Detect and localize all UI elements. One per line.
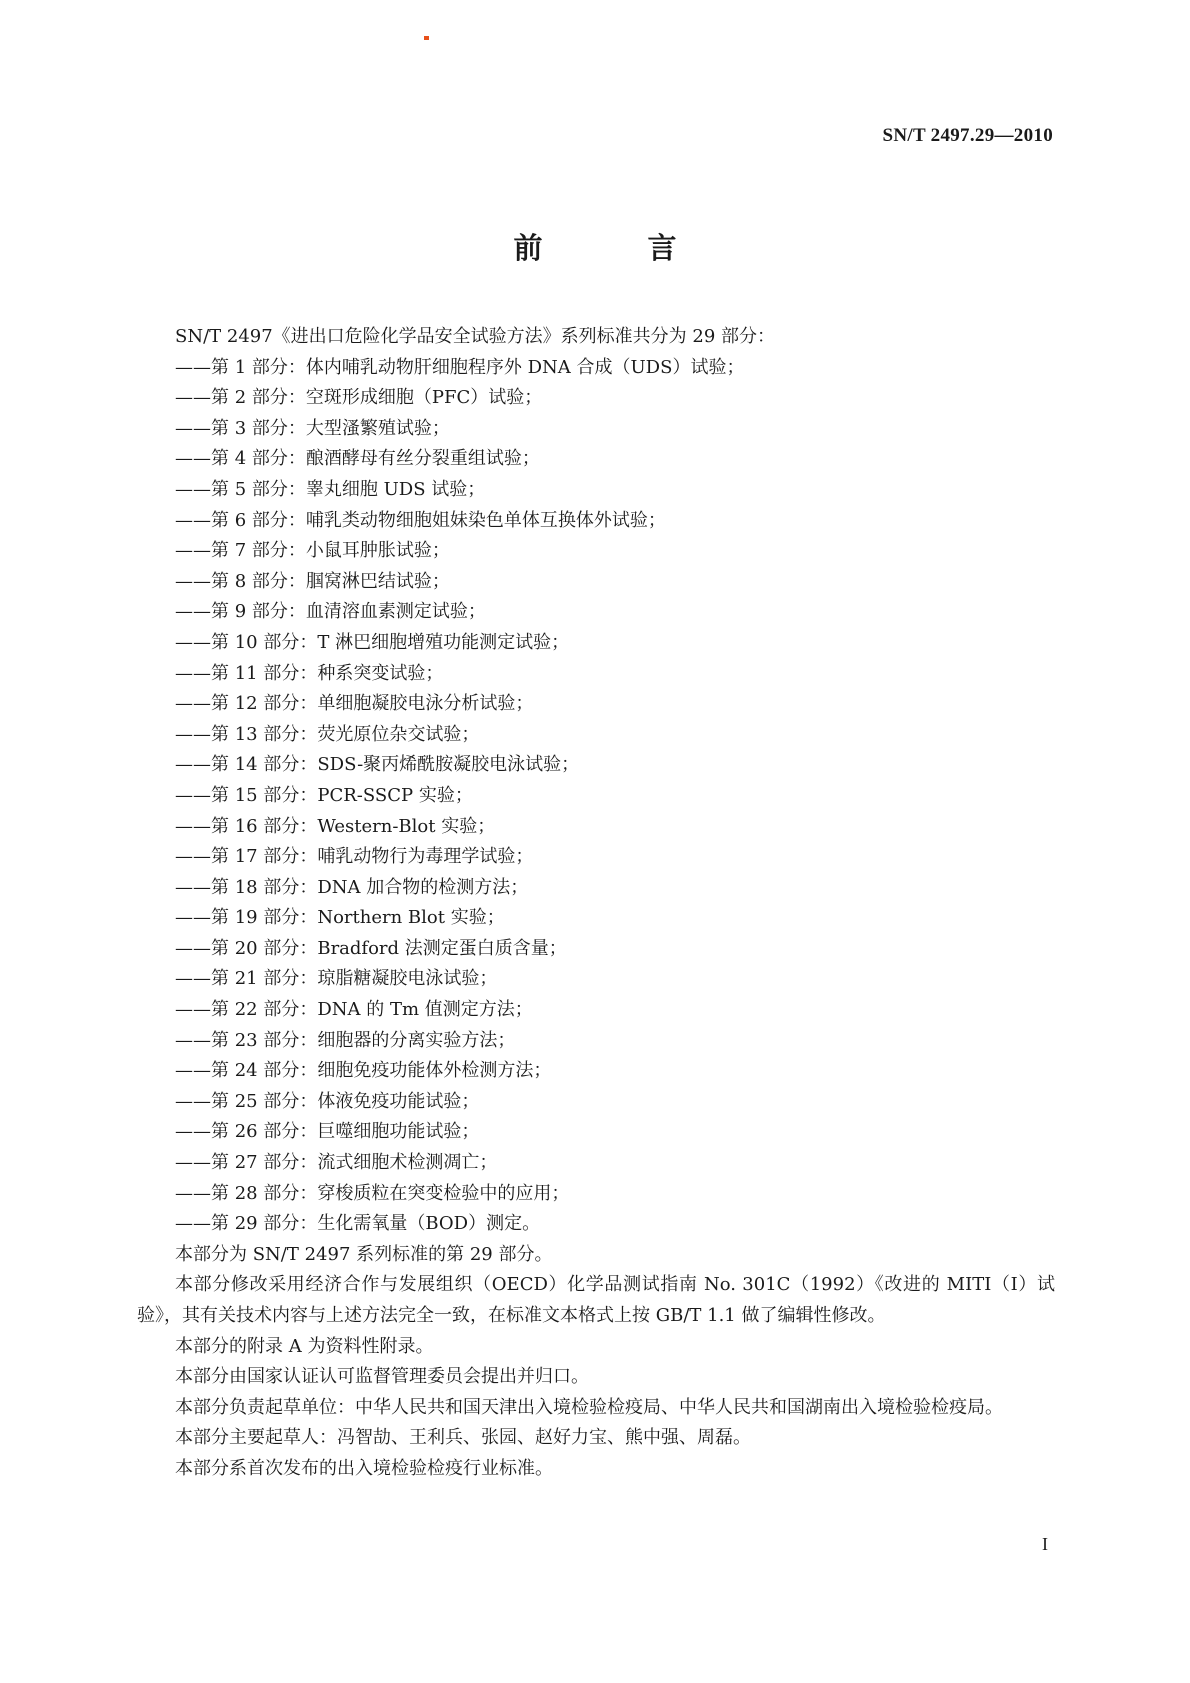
page-number: I xyxy=(1042,1534,1048,1554)
paragraph: 本部分为 SN/T 2497 系列标准的第 29 部分。 xyxy=(175,1243,553,1265)
part-item: ——第 5 部分：睾丸细胞 UDS 试验； xyxy=(175,478,486,500)
paragraph: 本部分的附录 A 为资料性附录。 xyxy=(175,1335,434,1357)
part-item: ——第 22 部分：DNA 的 Tm 值测定方法； xyxy=(175,999,533,1021)
intro-line: SN/T 2497《进出口危险化学品安全试验方法》系列标准共分为 29 部分： xyxy=(175,326,776,347)
part-item: ——第 27 部分：流式细胞术检测凋亡； xyxy=(175,1152,498,1174)
paragraphs xyxy=(137,1240,1055,1485)
standard-code: SN/T 2497.29—2010 xyxy=(882,125,1053,146)
paragraph: 本部分负责起草单位：中华人民共和国天津出入境检验检疫局、中华人民共和国湖南出入境检验检疫局。 xyxy=(175,1396,1003,1418)
paragraph: 本部分主要起草人：冯智劼、王利兵、张园、赵好力宝、熊中强、周磊。 xyxy=(175,1427,751,1449)
part-item: ——第 8 部分：腘窝淋巴结试验； xyxy=(175,570,450,592)
orange-marker xyxy=(424,36,429,40)
part-item: ——第 7 部分：小鼠耳肿胀试验； xyxy=(175,540,450,562)
part-item: ——第 25 部分：体液免疫功能试验； xyxy=(175,1090,480,1112)
part-item: ——第 10 部分：T 淋巴细胞增殖功能测定试验； xyxy=(175,631,570,653)
part-item: ——第 1 部分：体内哺乳动物肝细胞程序外 DNA 合成（UDS）试验； xyxy=(175,356,745,378)
part-item: ——第 14 部分：SDS-聚丙烯酰胺凝胶电泳试验； xyxy=(175,754,580,776)
paragraph: 本部分由国家认证认可监督管理委员会提出并归口。 xyxy=(175,1366,589,1388)
foreword-body xyxy=(137,322,1055,1485)
part-item: ——第 15 部分：PCR-SSCP 实验； xyxy=(175,784,473,806)
part-item: ——第 3 部分：大型溞繁殖试验； xyxy=(175,417,450,439)
part-item: ——第 20 部分：Bradford 法测定蛋白质含量； xyxy=(175,937,567,959)
part-item: ——第 19 部分：Northern Blot 实验； xyxy=(175,907,505,929)
part-item: ——第 2 部分：空斑形成细胞（PFC）试验； xyxy=(175,387,543,409)
part-item: ——第 29 部分：生化需氧量（BOD）测定。 xyxy=(175,1213,541,1235)
part-item: ——第 6 部分：哺乳类动物细胞姐妹染色单体互换体外试验； xyxy=(175,509,666,531)
part-item: ——第 23 部分：细胞器的分离实验方法； xyxy=(175,1029,516,1051)
part-item: ——第 4 部分：酿酒酵母有丝分裂重组试验； xyxy=(175,448,540,470)
part-item: ——第 24 部分：细胞免疫功能体外检测方法； xyxy=(175,1060,552,1082)
parts-list xyxy=(137,353,1055,1240)
part-item: ——第 21 部分：琼脂糖凝胶电泳试验； xyxy=(175,968,498,990)
part-item: ——第 28 部分：穿梭质粒在突变检验中的应用； xyxy=(175,1182,570,1204)
part-item: ——第 26 部分：巨噬细胞功能试验； xyxy=(175,1121,480,1143)
part-item: ——第 9 部分：血清溶血素测定试验； xyxy=(175,601,486,623)
page-title: 前 言 xyxy=(513,231,715,265)
part-item: ——第 16 部分：Western-Blot 实验； xyxy=(175,815,496,837)
paragraph: 本部分修改采用经济合作与发展组织（OECD）化学品测试指南 No. 301C（1992）《改进的 MITI（I）试验》，其有关技术内容与上述方法完全一致，在标准文本格式上按 GB/T 1.1 做了编辑性修改。 xyxy=(137,1274,1055,1326)
part-item: ——第 18 部分：DNA 加合物的检测方法； xyxy=(175,876,529,898)
part-item: ——第 13 部分：荧光原位杂交试验； xyxy=(175,723,480,745)
part-item: ——第 11 部分：种系突变试验； xyxy=(175,662,444,684)
paragraph: 本部分系首次发布的出入境检验检疫行业标准。 xyxy=(175,1457,553,1479)
part-item: ——第 12 部分：单细胞凝胶电泳分析试验； xyxy=(175,693,534,715)
part-item: ——第 17 部分：哺乳动物行为毒理学试验； xyxy=(175,846,534,868)
